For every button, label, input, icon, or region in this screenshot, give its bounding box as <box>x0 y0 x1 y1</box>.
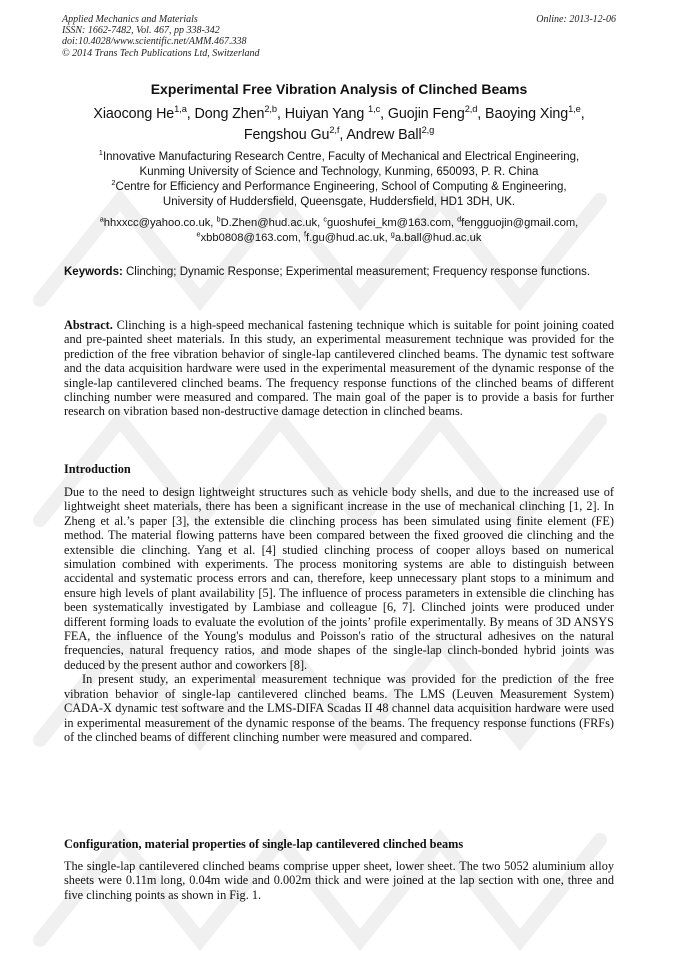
online-date: Online: 2013-12-06 <box>536 14 616 25</box>
abstract-text: Clinching is a high-speed mechanical fastening technique which is suitable for point joining coated and pre-painted sheet materials. In this study, an experimental measurement technique was provided for the prediction of the free vibration behavior of single-lap cantilevered clinched beams. The dynamic test software and the data acquisition hardware were used in the experimental measurement of the dynamic response of the single-lap cantilevered clinched beams. The frequency response functions of the clinched beams of different clinching number were measured and compared. The main goal of the paper is to provide a basis for further research on vibration based non-destructive damage detection in clinched beams. <box>64 318 614 419</box>
configuration-body <box>64 859 614 902</box>
author: Fengshou Gu$^{2,f}$ <box>243 125 340 143</box>
introduction-heading: Introduction <box>64 462 131 476</box>
configuration-heading: Configuration, material properties of single-lap cantilevered clinched beams <box>64 837 464 851</box>
paragraph: The single-lap cantilevered clinched beams comprise upper sheet, lower sheet. The two 5052 aluminium alloy sheets were 0.11m long, 0.04m wide and 0.002m thick and were joined at the lap section with one, three and five clinching points as shown in Fig. 1. <box>64 859 614 902</box>
author: Baoying Xing$^{1,e}$ <box>485 104 581 122</box>
email: $^c$guoshufei_km@163.com <box>323 214 451 229</box>
keywords-label: Keywords: <box>64 266 123 278</box>
author: Guojin Feng$^{2,d}$ <box>387 104 478 122</box>
keywords <box>64 265 614 280</box>
affiliation-1: $^1$Innovative Manufacturing Research Centre, Faculty of Mechanical and Electrical Engineering, Kunming University of Science and Technology, Kunming, 650093, P. R. China <box>98 148 580 178</box>
email: $^e$xbb0808@163.com <box>196 229 298 244</box>
author: Dong Zhen$^{2,b}$ <box>194 104 277 122</box>
author: Andrew Ball$^{2,g}$ <box>346 125 435 143</box>
doi-line: doi:10.4028/www.scientific.net/AMM.467.338 <box>62 36 247 48</box>
keywords-text: Clinching; Dynamic Response; Experimental measurement; Frequency response functions. <box>126 266 591 278</box>
email: $^a$hhxxcc@yahoo.co.uk <box>99 214 211 229</box>
paragraph: In present study, an experimental measurement technique was provided for the prediction of the free vibration behavior of single-lap cantilevered clinched beams. The LMS (Leuven Measurement System) CADA-X dynamic test software and the LMS-DIFA Scadas II 48 channel data acquisition hardware were used in experimental measurement of the dynamic response of the beams. The frequency response functions (FRFs) of the clinched beams of different clinching number were measured and compared. <box>64 672 614 744</box>
copyright-line: © 2014 Trans Tech Publications Ltd, Switzerland <box>62 47 260 59</box>
journal-name: Applied Mechanics and Materials <box>62 14 198 25</box>
paragraph: Due to the need to design lightweight structures such as vehicle body shells, and due to the increased use of lightweight sheet materials, there has been a significant increase in the use of mechanical clinching [1, 2]. In Zheng et al.’s paper [3], the extensible die clinching process has been simulated using finite element (FE) method. The material flowing patterns have been compared between the fixed grooved die clinching and the extensible die clinching. Yang et al. [4] studied clinching process of cooper alloys based on numerical simulation combined with experiments. The process monitoring systems are able to distinguish between accidental and systematic process errors and can, therefore, keep unnecessary plant stops to a minimum and ensure high levels of plant availability [5]. The influence of process parameters in extensible die clinching has been systematically investigated by Lambiase and colleague [6, 7]. Clinched joints were produced under different forming loads to evaluate the evolution of the joints’ profile experimentally. By means of 3D ANSYS FEA, the influence of the Young's modulus and Poisson's ratio of the structural adhesives on the natural frequencies, natural frequency ratios, and mode shapes of the single-lap clinch-bonded hybrid joints was deduced by the present author and coworkers [8]. <box>64 485 614 672</box>
issn-line: ISSN: 1662-7482, Vol. 467, pp 338-342 <box>62 25 220 37</box>
author-list: Xiaocong He$^{1,a}$, Dong Zhen$^{2,b}$, Huiyan Yang $^{1,c}$, Guojin Feng$^{2,d}$, Baoying Xing$^{1,e}$, Fengshou Gu$^{2,f}$, Andrew Ball$^{2,g}$ <box>93 104 585 143</box>
journal-header <box>62 14 616 59</box>
author: Xiaocong He$^{1,a}$ <box>93 104 187 122</box>
paper-title: Experimental Free Vibration Analysis of Clinched Beams <box>150 81 528 97</box>
affiliation-2: $^2$Centre for Efficiency and Performance Engineering, School of Computing & Engineering, University of Huddersfield, Queensgate, Huddersfield, HD1 3DH, UK. <box>111 178 567 208</box>
introduction-body <box>64 485 614 744</box>
email: $^b$D.Zhen@hud.ac.uk <box>216 214 318 229</box>
email: $^d$fengguojin@gmail.com <box>457 214 576 229</box>
email: $^f$f.gu@hud.ac.uk <box>304 229 385 244</box>
email-list: $^a$hhxxcc@yahoo.co.uk, $^b$D.Zhen@hud.ac.uk, $^c$guoshufei_km@163.com, $^d$fengguojin@gmail.com, $^e$xbb0808@163.com, $^f$f.gu@hud.ac.uk, $^g$a.ball@hud.ac.uk <box>99 214 579 244</box>
abstract-label: Abstract. <box>64 318 113 332</box>
email: $^g$a.ball@hud.ac.uk <box>390 229 482 244</box>
abstract <box>64 318 614 419</box>
author: Huiyan Yang $^{1,c}$ <box>284 104 381 122</box>
